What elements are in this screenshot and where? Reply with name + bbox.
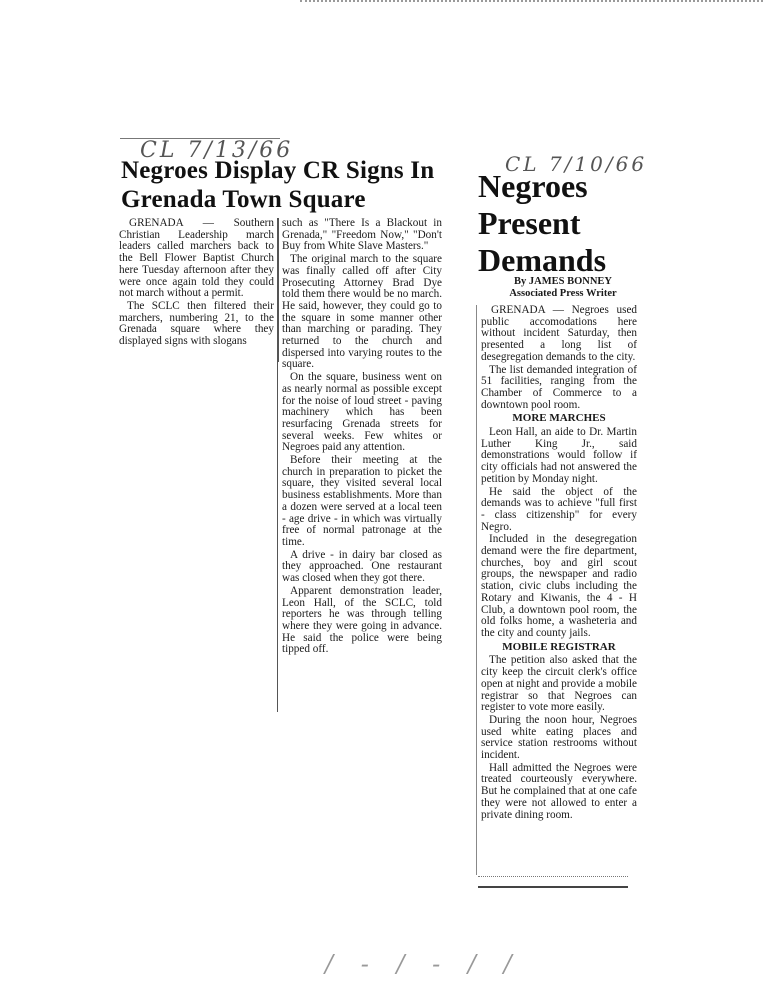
clip2-paragraph: He said the object of the demands was to achieve "full first - class citizenship" for every Negro. bbox=[481, 485, 637, 533]
clip1-col2-paragraph: The original march to the square was finally called off after City Prosecuting Attorney Brad Dye told them there would be no march. He said, however, they could go to the square in some manner other than marching or parading. They returned to the church and dispersed into varying routes to the square. bbox=[282, 253, 442, 371]
clip1-column-2 bbox=[277, 218, 442, 712]
clip2-bottom-dotted-rule bbox=[478, 876, 628, 877]
clip1-col2-paragraph: A drive - in dairy bar closed as they approached. One restaurant was closed when they got there. bbox=[282, 548, 442, 585]
clipping-negroes-present-demands bbox=[468, 148, 638, 893]
clip2-paragraph: Hall admitted the Negroes were treated courteously everywhere. But he complained that at one cafe they were not allowed to enter a private dining room. bbox=[481, 761, 637, 821]
byline-title: Associated Press Writer bbox=[509, 288, 617, 299]
clip2-paragraph: The petition also asked that the city keep the circuit clerk's office open at night and provide a mobile registrar so that Negroes can register to vote more easily. bbox=[481, 654, 637, 714]
clip2-paragraph: During the noon hour, Negroes used white eating places and service station restrooms without incident. bbox=[481, 713, 637, 762]
clip1-col2-paragraph: such as "There Is a Blackout in Grenada," "Freedom Now," "Don't Buy from White Slave Masters." bbox=[282, 217, 442, 253]
clip1-headline: Negroes Display CR Signs In Grenada Town Square bbox=[121, 157, 435, 213]
top-dotted-border bbox=[300, 0, 763, 8]
clip1-top-rule bbox=[120, 138, 280, 139]
clip2-handwritten-date: CL 7/10/66 bbox=[505, 152, 648, 176]
clip1-col1-paragraph: GRENADA — Southern Christian Leadership march leaders called marchers back to the Bell Flower Baptist Church here Tuesday afternoon after they were once again told they could not march without a permit. bbox=[119, 217, 274, 300]
clip2-column bbox=[476, 305, 637, 875]
clip1-col2-paragraph: On the square, business went on as nearly normal as possible except for the noise of loud street - paving machinery which has been resurfacing Grenada streets for several weeks. Few whites or Negroes paid any attention. bbox=[282, 371, 442, 454]
clip1-col2-paragraph: Before their meeting at the church in preparation to picket the square, they visited several local business establishments. More than a dozen were served at a local teen - age drive - in which was virtually free of normal patronage at the time. bbox=[282, 454, 442, 548]
clipping-grenada-town-square bbox=[113, 140, 443, 712]
clip2-headline: Negroes Present Demands bbox=[478, 168, 607, 278]
clip2-byline bbox=[488, 276, 638, 300]
clip2-paragraph: Included in the desegregation demand were the fire department, churches, boy and girl scout groups, the newspaper and radio station, civic clubs including the Rotary and Kiwanis, the 4 - H Club, a downtown pool room, the old folks home, a washeteria and the city and county jails. bbox=[481, 533, 637, 639]
clip1-col1-paragraph: The SCLC then filtered their marchers, numbering 21, to the Grenada square where they displayed signs with slogans bbox=[119, 299, 274, 348]
clip1-column-1 bbox=[119, 218, 279, 362]
footer-handwritten-mark: / - / - / / bbox=[325, 950, 522, 978]
byline-name: By JAMES BONNEY bbox=[513, 276, 612, 287]
clip2-paragraph: GRENADA — Negroes used public accomodations here without incident Saturday, then presented a long list of desegregation demands to the city. bbox=[481, 304, 637, 363]
clip2-subhead-more-marches: MORE MARCHES bbox=[512, 412, 606, 425]
clip2-bottom-rule bbox=[478, 886, 628, 888]
clip1-handwritten-date: CL 7/13/66 bbox=[140, 138, 294, 163]
clip2-subhead-mobile-registrar: MOBILE REGISTRAR bbox=[502, 640, 616, 653]
clip2-paragraph: The list demanded integration of 51 facilities, ranging from the Chamber of Commerce to a downtown pool room. bbox=[481, 363, 637, 411]
clip2-paragraph: Leon Hall, an aide to Dr. Martin Luther King Jr., said demonstrations would follow if city officials had not answered the petition by Monday night. bbox=[481, 426, 637, 485]
clip1-col2-paragraph: Apparent demonstration leader, Leon Hall, of the SCLC, told reporters he was through telling where they were going in advance. He said the police were being tipped off. bbox=[282, 584, 442, 656]
